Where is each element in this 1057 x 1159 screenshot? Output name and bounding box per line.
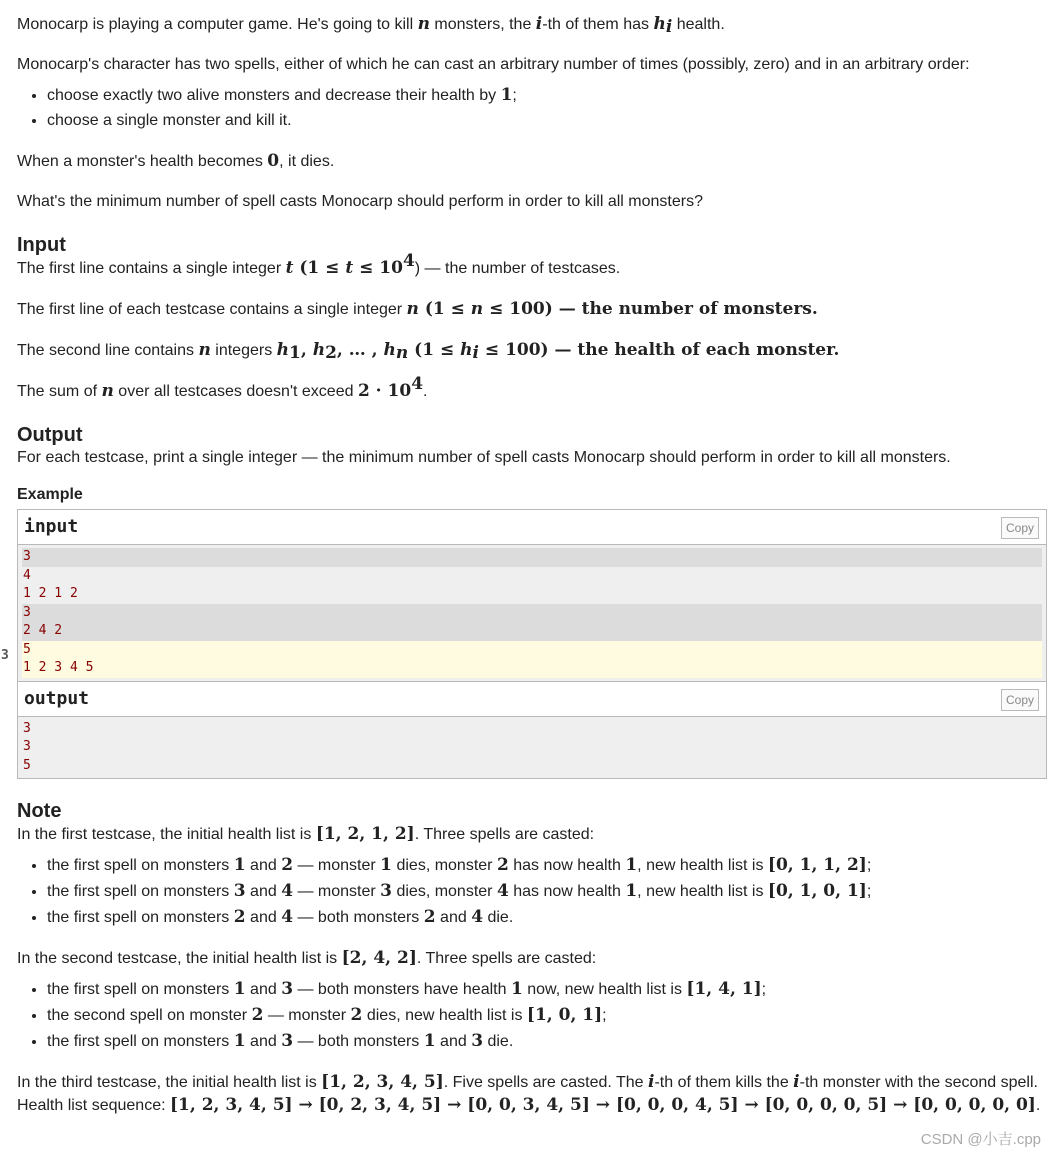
spells-intro: Monocarp's character has two spells, either of which he can cast an arbitrary number of times (possibly, zero) and in an arbitrary order:: [17, 56, 970, 73]
input-line: 3: [22, 548, 1042, 567]
note-testcase-2-steps: [17, 978, 1047, 1053]
list-item: • the first spell on monsters 1 and 3 — both monsters have health 1 now, new health list is [1, 4, 1];: [47, 978, 1047, 1001]
death-rule: When a monster's health becomes 0, it dies.: [17, 151, 335, 171]
copy-input-button[interactable]: Copy: [1001, 517, 1039, 539]
side-number: 3: [1, 648, 9, 663]
input-line-2: The first line of each testcase contains a single integer n (1 ≤ n ≤ 100) — the number of monsters.: [17, 299, 818, 319]
note-testcase-1-steps: [17, 854, 1047, 929]
note-testcase-1-intro: In the first testcase, the initial health list is [1, 2, 1, 2]. Three spells are casted:: [17, 824, 595, 844]
input-line: 1 2 3 4 5: [22, 659, 1042, 678]
watermark: CSDN @小吉.cpp: [920, 1131, 1041, 1148]
input-block: [18, 545, 1046, 681]
problem-statement: [1, 13, 1047, 1117]
list-item: • the second spell on monster 2 — monster 2 dies, new health list is [1, 0, 1];: [47, 1004, 1047, 1027]
output-section-title: Output: [17, 424, 83, 446]
output-line: 3: [23, 739, 31, 754]
output-block: [18, 717, 1046, 779]
note-testcase-3: In the third testcase, the initial health list is [1, 2, 3, 4, 5]. Five spells are casted. The i-th of them kills the i-th monster with the second spell. Health list sequence: [1, 2, 3, 4, 5] → [0, 2, 3, 4, 5] → [0, 0, 3, 4, 5] → [0, 0, 0, 4, 5] → [0, 0, 0, 0, 5] → [0, 0, 0, 0, 0].: [17, 1072, 1041, 1115]
list-item: • choose a single monster and kill it.: [47, 110, 1047, 132]
copy-output-button[interactable]: Copy: [1001, 689, 1039, 711]
output-line: 3: [23, 720, 31, 736]
output-description: For each testcase, print a single integer — the minimum number of spell casts Monocarp should perform in order to kill all monsters.: [17, 449, 951, 466]
input-line: 4: [22, 567, 1042, 586]
output-line: 5: [23, 757, 31, 773]
list-item: • choose exactly two alive monsters and decrease their health by 1;: [47, 84, 1047, 107]
input-line: 2 4 2: [22, 622, 1042, 641]
spell-list: [17, 84, 1047, 132]
note-title: Note: [17, 800, 62, 822]
list-item: • the first spell on monsters 1 and 3 — both monsters 1 and 3 die.: [47, 1030, 1047, 1053]
input-label: input: [24, 516, 79, 537]
statement-intro: Monocarp is playing a computer game. He's going to kill n monsters, the i-th of them has $h_i$ health.: [17, 14, 725, 37]
question: What's the minimum number of spell casts Monocarp should perform in order to kill all monsters?: [17, 193, 703, 210]
input-line: 1 2 1 2: [22, 585, 1042, 604]
sample-test: [1, 509, 1047, 779]
list-item: • the first spell on monsters 3 and 4 — monster 3 dies, monster 4 has now health 1, new health list is [0, 1, 0, 1];: [47, 880, 1047, 903]
note-testcase-2-intro: In the second testcase, the initial health list is [2, 4, 2]. Three spells are casted:: [17, 948, 597, 968]
input-line-3: The second line contains n integers $h_1$, $h_2$, … , $h_n$ $(1 \le h_i \le 100)$ — the health of each monster.: [17, 340, 840, 363]
list-item: • the first spell on monsters 2 and 4 — both monsters 2 and 4 die.: [47, 906, 1047, 929]
list-item: • the first spell on monsters 1 and 2 — monster 1 dies, monster 2 has now health 1, new health list is [0, 1, 1, 2];: [47, 854, 1047, 877]
input-line-1: The first line contains a single integer t $(1 \le t \le 10^4)$ — the number of testcases.: [17, 251, 621, 278]
input-line: 5: [22, 641, 1042, 660]
input-section-title: Input: [17, 234, 66, 256]
output-label: output: [24, 687, 90, 709]
example-title: Example: [17, 486, 83, 503]
output-header: [18, 681, 1046, 717]
input-header: [18, 510, 1046, 545]
input-line: 3: [22, 604, 1042, 623]
input-line-4: The sum of n over all testcases doesn't exceed $2 \cdot 10^4$.: [17, 374, 428, 401]
